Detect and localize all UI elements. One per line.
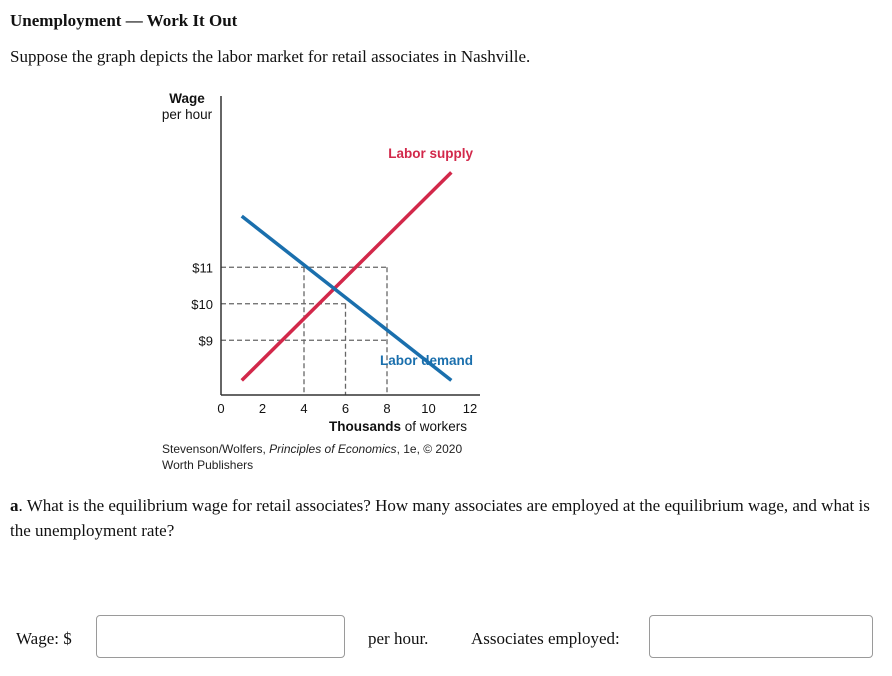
- y-axis-title-line1: Wage: [169, 91, 205, 106]
- wage-label: Wage: $: [16, 629, 72, 648]
- x-tick-label-6: 12: [462, 401, 478, 416]
- wage-input[interactable]: [96, 615, 345, 658]
- credit-publisher: Worth Publishers: [162, 458, 254, 472]
- x-tick-label-3: 6: [341, 401, 350, 416]
- x-axis-title-bold: Thousands: [328, 419, 401, 434]
- employed-input[interactable]: [649, 615, 873, 658]
- label-labor-supply: Labor supply: [388, 146, 473, 161]
- employed-label: Associates employed:: [471, 629, 620, 648]
- x-tick-label-4: 8: [383, 401, 391, 416]
- page-title: Unemployment — Work It Out: [10, 11, 238, 30]
- question-a: [10, 493, 880, 543]
- credit-authors: Stevenson/Wolfers,: [162, 442, 270, 456]
- question-text: . What is the equilibrium wage for retail associates? How many associates are employed at the equilibrium wage, and what is the unemployment rate?: [10, 496, 870, 540]
- question-label: a: [10, 496, 19, 515]
- intro-text: Suppose the graph depicts the labor market for retail associates in Nashville.: [10, 47, 531, 66]
- y-tick-label-0: $11: [192, 260, 213, 276]
- credit-edition: , 1e, © 2020: [396, 442, 463, 456]
- y-tick-label-2: $9: [198, 333, 213, 349]
- x-tick-label-5: 10: [421, 401, 436, 416]
- x-axis-title: [329, 419, 467, 434]
- x-tick-label-1: 2: [258, 401, 267, 416]
- x-axis-title-rest: of workers: [400, 419, 468, 434]
- label-labor-demand: Labor demand: [379, 353, 473, 368]
- figure-credit: [162, 441, 462, 473]
- y-axis-title-line2: per hour: [161, 107, 213, 122]
- x-tick-label-2: 4: [300, 401, 308, 416]
- y-tick-label-1: $10: [191, 296, 213, 312]
- credit-book: Principles of Economics: [269, 442, 397, 456]
- series-line-labor-supply: [242, 172, 452, 380]
- x-tick-label-0: 0: [217, 401, 225, 416]
- per-hour-label: per hour.: [368, 629, 429, 648]
